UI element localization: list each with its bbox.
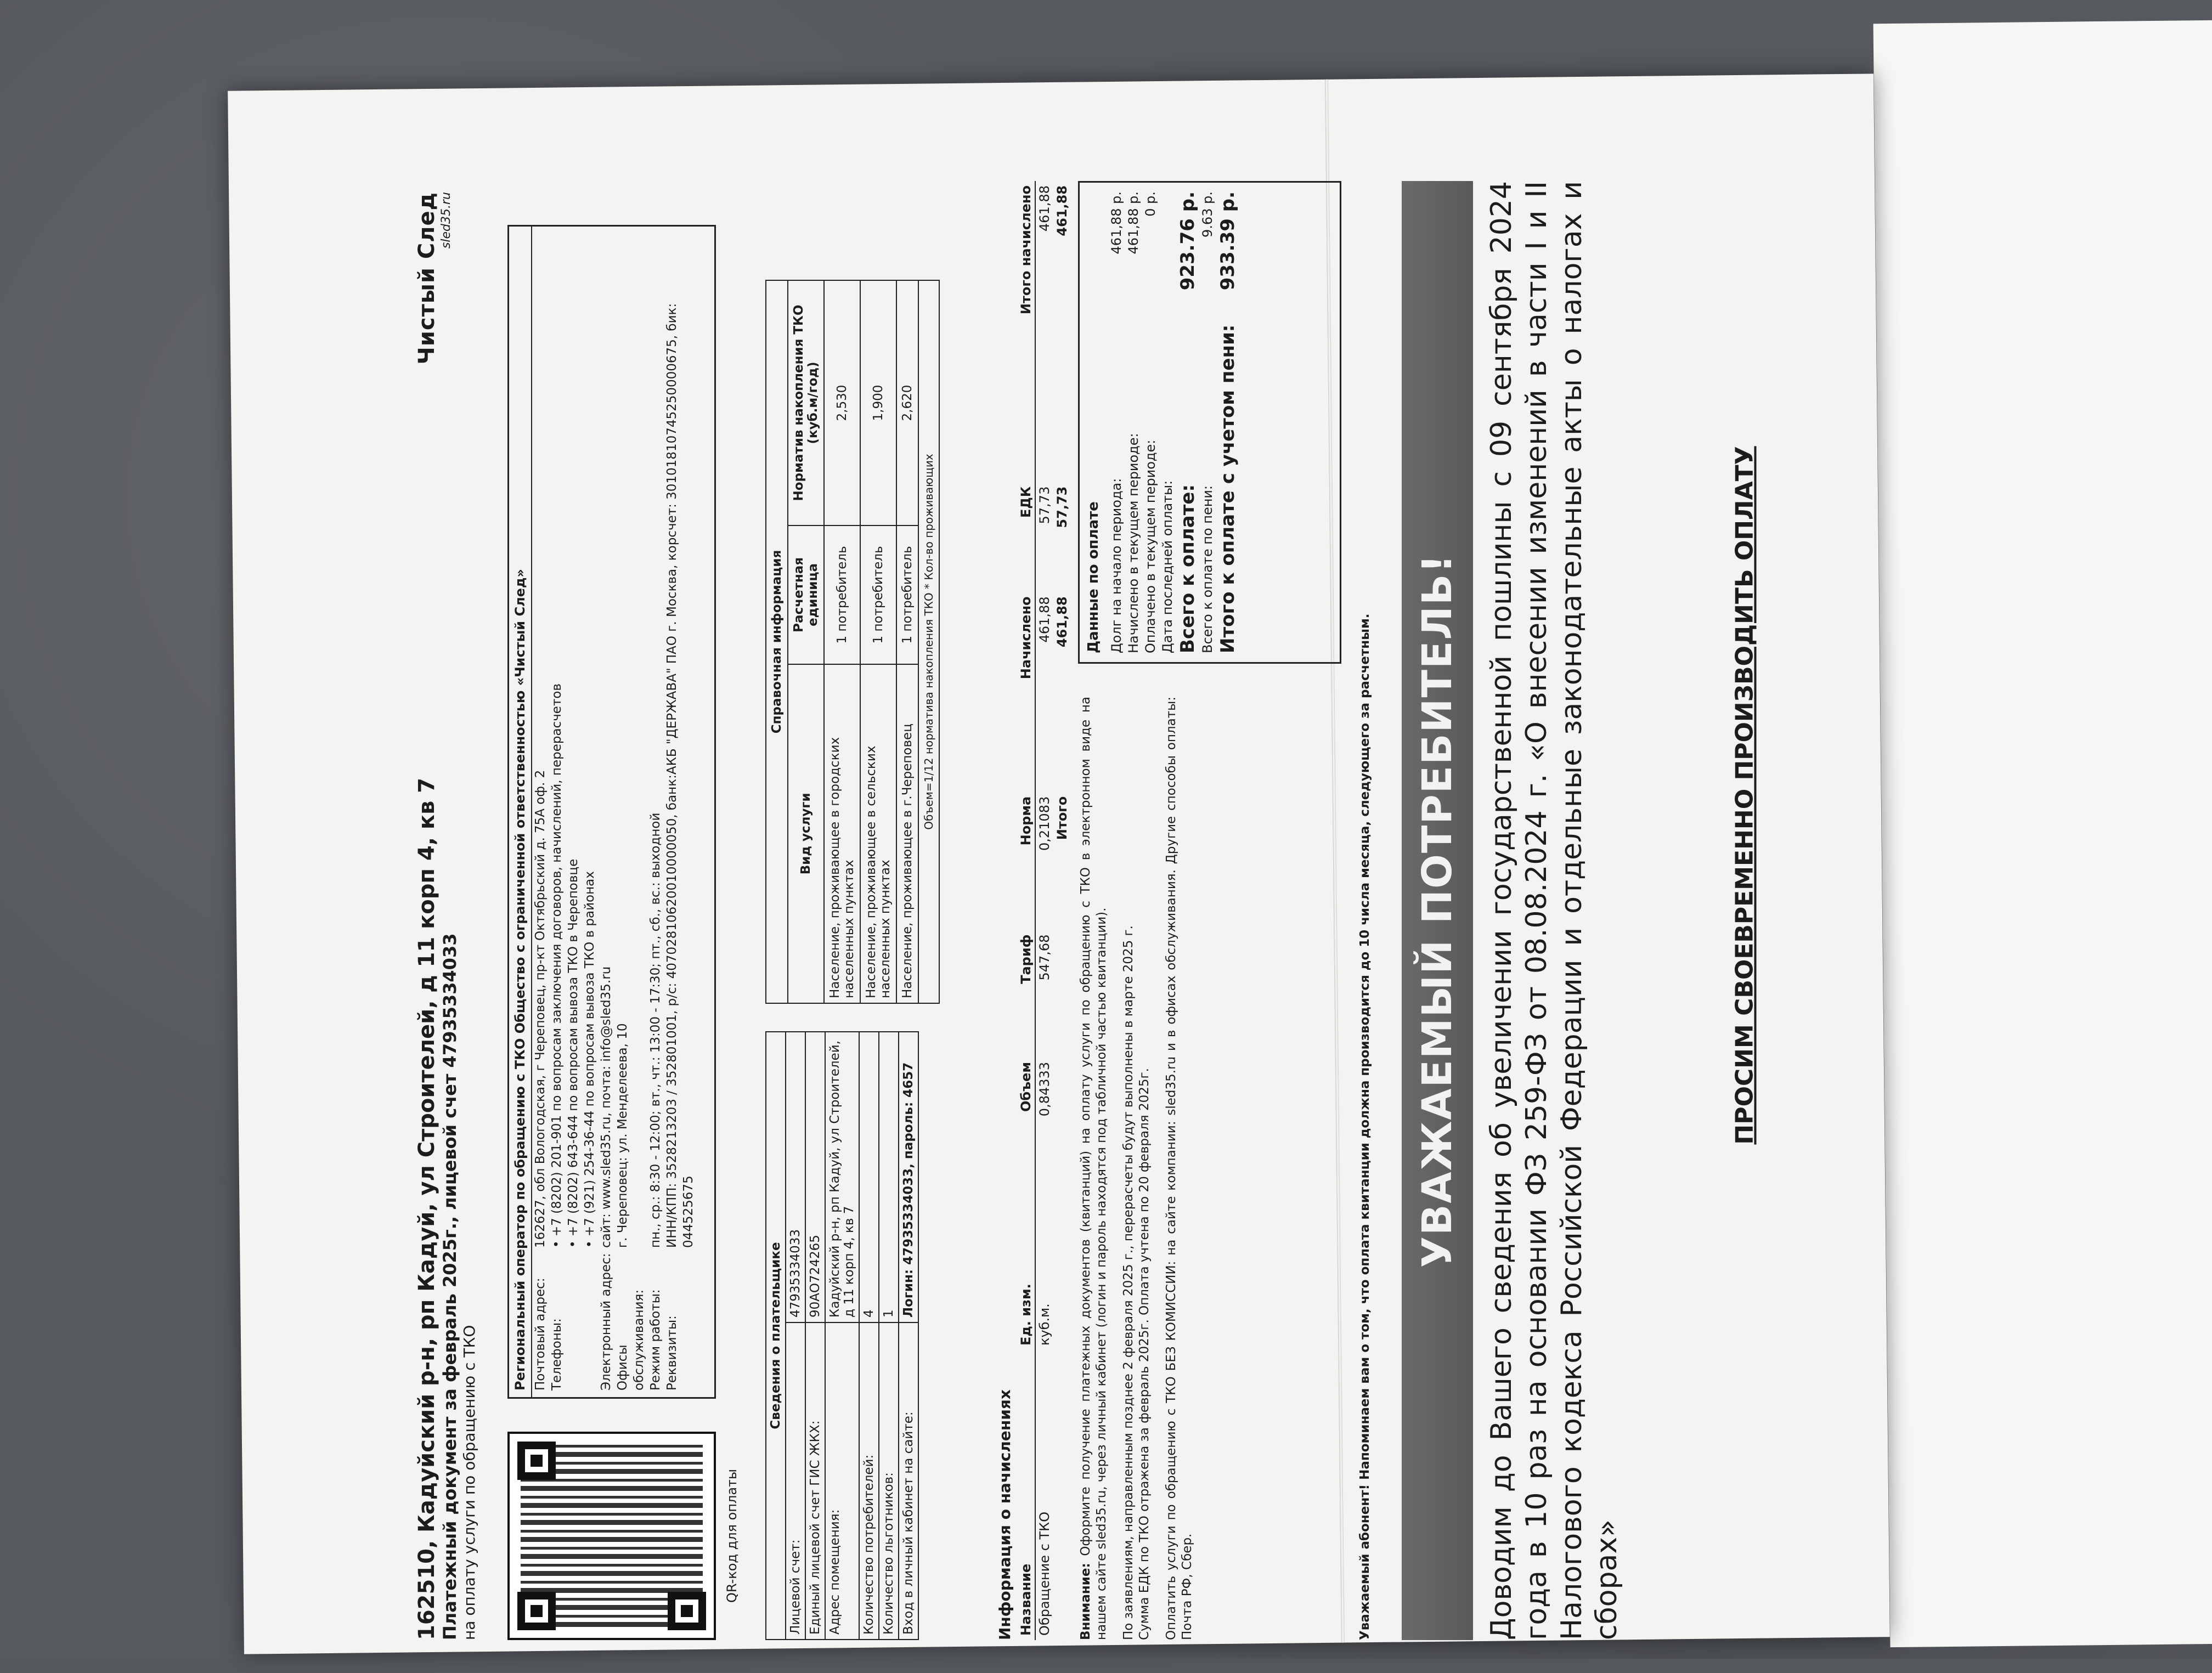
- table-row: Обращение с ТКО куб.м. 0,84333 547,68 0,21083 461,88 57,73 461,88: [1037, 185, 1052, 1636]
- operator-row: • +7 (921) 254-36-44 по вопросам вывоза ТКО в районах: [583, 871, 597, 1248]
- reference-note: Объем=1/12 норматива накопления ТКО * Кол-во проживающих: [918, 280, 939, 1003]
- please-pay-line: ПРОСИМ СВОЕВРЕМЕННО ПРОИЗВОДИТЬ ОПЛАТУ: [1730, 446, 1759, 1145]
- document-top-section: [414, 181, 996, 1640]
- table-row: Количество потребителей: 4: [859, 1032, 879, 1640]
- table-row: Единый лицевой счет ГИС ЖКХ: 90АО724265: [805, 1032, 825, 1640]
- table-row: Адрес помещения: Кадуйский р-н, рп Кадуй, ул Строителей, д 11 корп 4, кв 7: [825, 1032, 859, 1640]
- recalc-note: По заявлениям, направленным позднее 2 февраля 2025 г., перерасчеты будут выполнены в марте 2025 г. Сумма ЕДК по ТКО отражена за февраль 2025г. Оплата учтена по 20 февраля 2025г.: [1121, 925, 1152, 1640]
- operator-row: • +7 (8202) 643-644 по вопросам вывоза ТКО в Череповце: [566, 858, 580, 1248]
- table-row: Население, проживающее в сельских населенных пунктах 1 потребитель 1,900: [860, 280, 896, 1003]
- penalty-due: Всего к оплате по пени: 9.63 р.: [1200, 191, 1215, 653]
- grand-total-due: Итого к оплате с учетом пени: 933.39 р.: [1217, 191, 1239, 653]
- total-due: Всего к оплате: 923.76 р.: [1177, 191, 1199, 653]
- payment-document: [392, 148, 1623, 1673]
- payer-table: [765, 1031, 919, 1640]
- table-row: Лицевой счет: 47935334033: [786, 1032, 805, 1640]
- attention-note: Внимание: Оформите получение платежных документов (квитанций) на оплату услуги по обращению с ТКО в электронном виде на нашем сайте sled35.ru, через личный кабинет (логин и пароль находятся под табличной частью квитанции).: [1079, 697, 1109, 1640]
- qr-finder-icon: [517, 1592, 556, 1630]
- pay-methods-note: Оплатить услуги по обращению с ТКО БЕЗ КОМИССИИ: на сайте компании: sled35.ru и в офисах обслуживания. Другие способы оплаты: Почта РФ, Сбер.: [1164, 697, 1194, 1640]
- payment-row: Дата последней оплаты:: [1160, 480, 1175, 653]
- operator-row: Почтовый адрес: 162627, обл Вологодская, г Череповец, пр-кт Октябрьский д. 75А оф. 2: [533, 770, 548, 1391]
- document-bottom-section: [996, 181, 1623, 1640]
- envelope-flap: [1874, 20, 2212, 1647]
- accruals-title: Информация о начислениях: [996, 1389, 1014, 1640]
- qr-finder-icon: [517, 1442, 556, 1480]
- qr-finder-icon: [668, 1592, 706, 1630]
- table-row: Население, проживающее в г.Череповец 1 потребитель 2,620: [896, 280, 918, 1003]
- header-document-line: Платежный документ за февраль 2025г., лицевой счет 47935334033: [439, 933, 460, 1640]
- operator-row: Реквизиты: ИНН/КПП: 3528213203 / 352801001, р/с: 40702810620010000050, банк:АКБ "ДЕРЖАВА" ПАО г. Москва, корсчет: 30101810745250000675, бик: 044525675: [665, 303, 696, 1391]
- accruals-table: [1017, 181, 1071, 1640]
- table-row: Вход в личный кабинет на сайте: Логин: 47935334033, пароль: 4657: [899, 1032, 918, 1640]
- payment-row: Долг на начало периода: 461,88 р.: [1109, 191, 1124, 653]
- reference-title: Справочная информация: [766, 280, 788, 1003]
- reference-table: [765, 280, 940, 1004]
- notes-block: [1078, 697, 1206, 1640]
- payment-reminder: Уважаемый абонент! Напоминаем вам о том, что оплата квитанции должна производится до 10 числа месяца, следующего за расчетным.: [1358, 613, 1372, 1640]
- operator-row: Электронный адрес: сайт: www.sled35.ru, почта: info@sled35.ru: [599, 966, 613, 1391]
- operator-info-box: [507, 225, 716, 1399]
- duty-increase-notice: Доводим до Вашего сведения об увеличении государственной пошлины с 09 сентября 2024 года в 10 раз на основании ФЗ 259-ФЗ от 08.08.2024 г. «О внесении изменений в части I и II Налогового кодекса Российской Федерации и отдельные законодательные акты о налогах и сборах»: [1485, 181, 1623, 1640]
- payment-title: Данные по оплате: [1085, 501, 1102, 653]
- operator-row: Режим работы: пн., ср.: 8:30 - 12:00; вт., чт.: 13:00 - 17:30; пт., сб., вс.: выходной: [648, 812, 663, 1391]
- qr-caption: QR-код для оплаты: [724, 1469, 740, 1603]
- consumer-banner: УВАЖАЕМЫЙ ПОТРЕБИТЕЛЬ!: [1402, 181, 1473, 1640]
- payment-box: [1078, 181, 1341, 664]
- table-row: Количество льготников: 1: [879, 1032, 899, 1640]
- operator-title: Региональный оператор по обращению с ТКО Общество с ограниченной ответственностью «Чистый След»: [509, 227, 532, 1397]
- payer-title: Сведения о плательщике: [766, 1032, 786, 1640]
- company-logo: [414, 192, 453, 364]
- operator-row: Офисы обслуживания: г. Череповец: ул. Менделеева, 10: [616, 1023, 646, 1391]
- logo-site: sled35.ru: [439, 192, 453, 249]
- logo-name: Чистый След: [414, 192, 439, 365]
- table-header-row: Название Ед. изм. Объем Тариф Норма Начислено ЕДК Итого начислено: [1017, 181, 1035, 1640]
- header-purpose: на оплату услуги по обращению с ТКО: [460, 1325, 478, 1640]
- header-address: 162510, Кадуйский р-н, рп Кадуй, ул Строителей, д 11 корп 4, кв 7: [414, 777, 439, 1640]
- operator-row: Телефоны: • +7 (8202) 201-901 по вопросам заключения договоров, начислений, перерасчетов: [550, 683, 564, 1391]
- table-total-row: Итого 461,88 57,73 461,88: [1054, 185, 1070, 840]
- table-row: Население, проживающее в городских населенных пунктах 1 потребитель 2,530: [824, 280, 860, 1003]
- payment-row: Начислено в текущем периоде: 461,88 р.: [1126, 191, 1141, 653]
- payment-row: Оплачено в текущем периоде: 0 р.: [1143, 191, 1158, 653]
- table-header-row: Вид услуги Расчетная единица Норматив накопления ТКО (куб.м/год): [788, 280, 824, 1003]
- qr-code[interactable]: [507, 1432, 716, 1640]
